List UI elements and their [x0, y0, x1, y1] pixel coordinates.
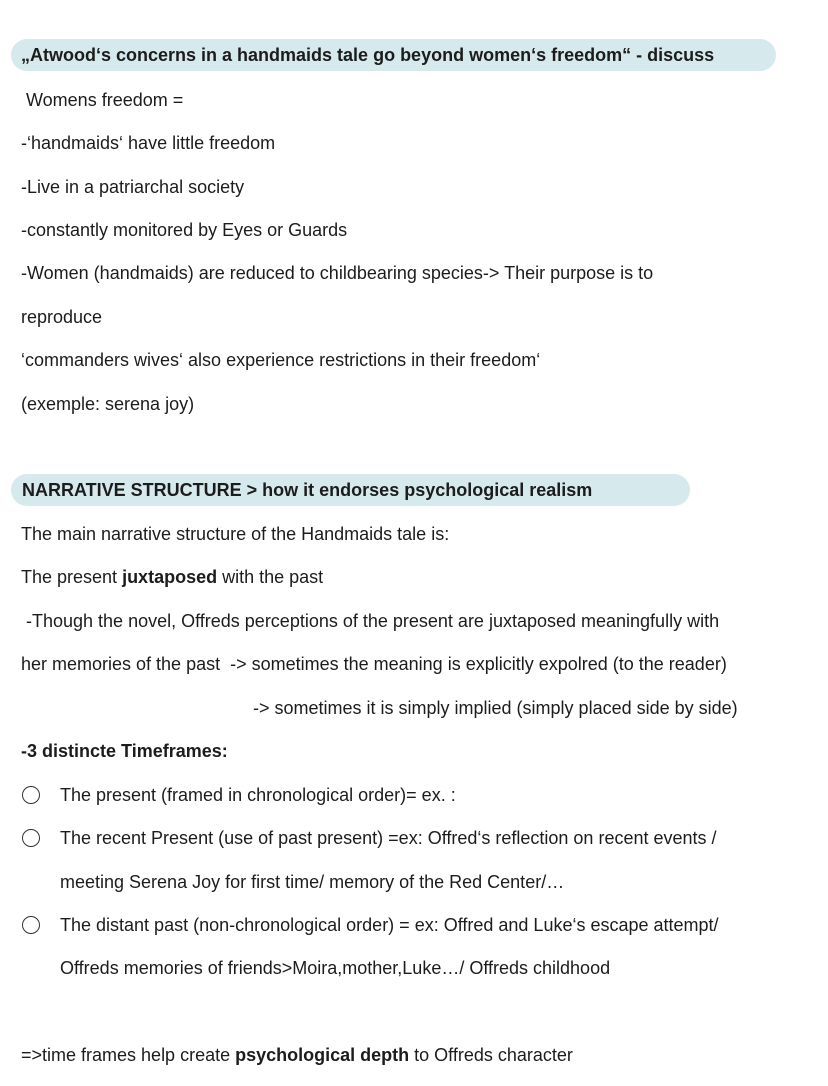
body-line: Womens freedom = [21, 90, 184, 110]
juxtaposed-bold: juxtaposed [122, 567, 218, 587]
narrative-intro: The main narrative structure of the Handmaids tale is: [21, 524, 450, 544]
conclusion-line [21, 1044, 573, 1066]
section-2-heading-text: NARRATIVE STRUCTURE > how it endorses psychological realism [22, 480, 593, 500]
timeframe-3-line-1: The distant past (non-chronological order) = ex: Offred and Luke‘s escape attempt/ [60, 915, 719, 935]
present-prefix: The present [21, 567, 123, 587]
conclusion-prefix: =>time frames help create [21, 1045, 236, 1065]
timeframe-2-line-2: meeting Serena Joy for first time/ memory of the Red Center/… [60, 872, 565, 892]
present-juxtaposed-line [21, 566, 323, 588]
psychological-depth-bold: psychological depth [235, 1045, 410, 1065]
radio-circle-icon[interactable] [22, 829, 40, 847]
memories-line: her memories of the past -> sometimes the meaning is explicitly expolred (to the reader) [21, 654, 727, 674]
body-line: -‘handmaids‘ have little freedom [21, 133, 276, 153]
body-line: reproduce [21, 307, 103, 327]
implied-line: -> sometimes it is simply implied (simply placed side by side) [253, 698, 738, 718]
though-line: -Though the novel, Offreds perceptions of the present are juxtaposed meaningfully with [21, 611, 720, 631]
section-2-heading [11, 474, 690, 506]
body-line: ‘commanders wives‘ also experience restrictions in their freedom‘ [21, 350, 541, 370]
body-line: -Live in a patriarchal society [21, 177, 245, 197]
body-line: (exemple: serena joy) [21, 394, 195, 414]
radio-circle-icon[interactable] [22, 786, 40, 804]
conclusion-suffix: to Offreds character [409, 1045, 573, 1065]
body-line: -Women (handmaids) are reduced to childbearing species-> Their purpose is to [21, 263, 654, 283]
section-1-heading [11, 39, 776, 71]
radio-circle-icon[interactable] [22, 916, 40, 934]
section-1-heading-text: „Atwood‘s concerns in a handmaids tale go beyond women‘s freedom“ - discuss [21, 45, 715, 65]
timeframes-heading: -3 distincte Timeframes: [21, 741, 228, 761]
present-suffix: with the past [217, 567, 324, 587]
timeframe-3-line-2: Offreds memories of friends>Moira,mother,Luke…/ Offreds childhood [60, 958, 611, 978]
timeframe-2-line-1: The recent Present (use of past present) =ex: Offred‘s reflection on recent events / [60, 828, 717, 848]
body-line: -constantly monitored by Eyes or Guards [21, 220, 348, 240]
timeframe-1-line-1: The present (framed in chronological order)= ex. : [60, 785, 456, 805]
